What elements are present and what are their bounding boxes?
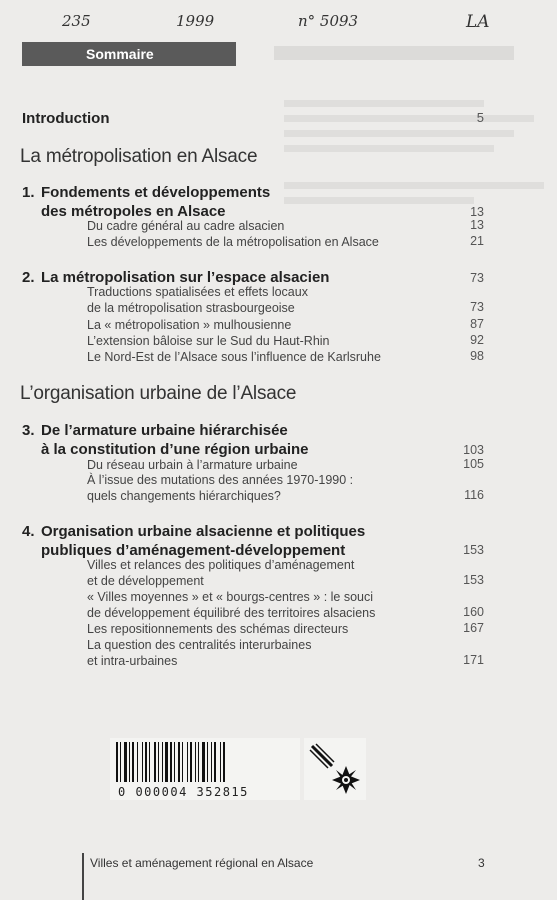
toc-entry[interactable]: Du cadre général au cadre alsacien [87, 219, 285, 233]
toc-entry-page: 87 [470, 317, 484, 331]
barcode-bar [214, 742, 216, 782]
publisher-logo [304, 738, 366, 800]
barcode-bar [149, 742, 150, 782]
footer-book-title: Villes et aménagement régional en Alsace [90, 856, 314, 870]
barcode-bar [129, 742, 130, 782]
chapter-page: 153 [463, 543, 484, 557]
barcode-bar [198, 742, 199, 782]
barcode-bar [142, 742, 143, 782]
barcode-bar [132, 742, 134, 782]
barcode-bar [170, 742, 172, 782]
toc-entry-page: 98 [470, 349, 484, 363]
barcode-bar [174, 742, 175, 782]
barcode-bar [162, 742, 163, 782]
chapter-page: 103 [463, 443, 484, 457]
barcode-bar [223, 742, 225, 782]
toc-entry-page: 153 [463, 573, 484, 587]
toc-entry[interactable]: Les développements de la métropolisation en Alsace [87, 235, 379, 249]
chapter-page: 73 [470, 271, 484, 285]
toc-entry-page: 92 [470, 333, 484, 347]
barcode-bar [145, 742, 147, 782]
barcode-digits: 0 000004 352815 [118, 785, 249, 799]
barcode-bar [220, 742, 221, 782]
sommaire-heading: Sommaire [22, 42, 236, 66]
toc-introduction-row[interactable] [22, 110, 484, 130]
chapter-number: 3. [22, 422, 35, 439]
toc-entry-page: 116 [464, 488, 484, 502]
chapter-title[interactable] [22, 421, 309, 459]
chapter-title-line: La métropolisation sur l’espace alsacien [41, 269, 330, 286]
part-title: La métropolisation en Alsace [20, 146, 258, 167]
handwritten-initials: LA [466, 12, 490, 32]
toc-entry[interactable]: Traductions spatialisées et effets locaux [87, 285, 308, 299]
toc-entry-page: 160 [463, 605, 484, 619]
barcode-bar [120, 742, 121, 782]
toc-entry-page: 167 [463, 621, 484, 635]
toc-entry[interactable]: La question des centralités interurbaines [87, 638, 312, 652]
toc-entry-page: 13 [470, 218, 484, 232]
toc-entry[interactable]: et de développement [87, 574, 204, 588]
barcode-bar [195, 742, 196, 782]
chapter-number: 2. [22, 269, 35, 286]
bleed-through-texture [250, 38, 557, 258]
barcode-bar [178, 742, 180, 782]
toc-entry[interactable]: L’extension bâloise sur le Sud du Haut-Rhin [87, 334, 330, 348]
footer-rule [82, 853, 84, 900]
toc-introduction-page: 5 [476, 110, 484, 125]
toc-entry[interactable]: « Villes moyennes » et « bourgs-centres » : le souci [87, 590, 374, 604]
chapter-title-line: publiques d’aménagement-développement [41, 542, 346, 559]
part-title: L’organisation urbaine de l’Alsace [20, 383, 297, 404]
barcode-bar [165, 742, 168, 782]
handwritten-inventory-number: n° 5093 [298, 12, 359, 30]
barcode-bar [116, 742, 118, 782]
barcode-bar [137, 742, 138, 782]
chapter-title-line: De l’armature urbaine hiérarchisée [41, 422, 288, 439]
barcode-bar [124, 742, 127, 782]
chapter-number: 4. [22, 523, 35, 540]
toc-entry[interactable]: de développement équilibré des territoires alsaciens [87, 606, 376, 620]
toc-introduction-label: Introduction [22, 110, 110, 127]
chapter-title[interactable] [22, 183, 270, 221]
chapter-title-line: des métropoles en Alsace [41, 203, 226, 220]
barcode-bar [202, 742, 205, 782]
handwritten-year: 1999 [176, 12, 215, 30]
chapter-page: 13 [470, 205, 484, 219]
barcode-bar [211, 742, 212, 782]
toc-entry[interactable]: À l’issue des mutations des années 1970-1990 : [87, 473, 354, 487]
toc-entry-page: 73 [470, 300, 484, 314]
toc-entry[interactable]: Le Nord-Est de l’Alsace sous l’influence de Karlsruhe [87, 350, 381, 364]
chapter-title-line: Organisation urbaine alsacienne et politiques [41, 523, 366, 540]
toc-entry[interactable]: quels changements hiérarchiques? [87, 489, 281, 503]
handwritten-number-left: 235 [62, 12, 91, 30]
chapter-title-line: Fondements et développements [41, 184, 271, 201]
chapter-number: 1. [22, 184, 35, 201]
toc-entry-page: 21 [470, 234, 484, 248]
barcode-bar [187, 742, 188, 782]
footer-page-number: 3 [478, 856, 485, 870]
toc-entry[interactable]: Du réseau urbain à l’armature urbaine [87, 458, 298, 472]
toc-entry[interactable]: Villes et relances des politiques d’aménagement [87, 558, 355, 572]
barcode-bar [158, 742, 159, 782]
barcode-bar [182, 742, 183, 782]
barcode-bar [190, 742, 192, 782]
toc-entry[interactable]: et intra-urbaines [87, 654, 178, 668]
toc-entry-page: 171 [463, 653, 484, 667]
chapter-title-line: à la constitution d’une région urbaine [41, 441, 309, 458]
toc-entry[interactable]: La « métropolisation » mulhousienne [87, 318, 292, 332]
chapter-title[interactable] [22, 522, 365, 560]
barcode-bar [154, 742, 156, 782]
barcode-bar [207, 742, 208, 782]
toc-entry-page: 105 [463, 457, 484, 471]
toc-entry[interactable]: de la métropolisation strasbourgeoise [87, 301, 295, 315]
toc-entry[interactable]: Les repositionnements des schémas directeurs [87, 622, 349, 636]
